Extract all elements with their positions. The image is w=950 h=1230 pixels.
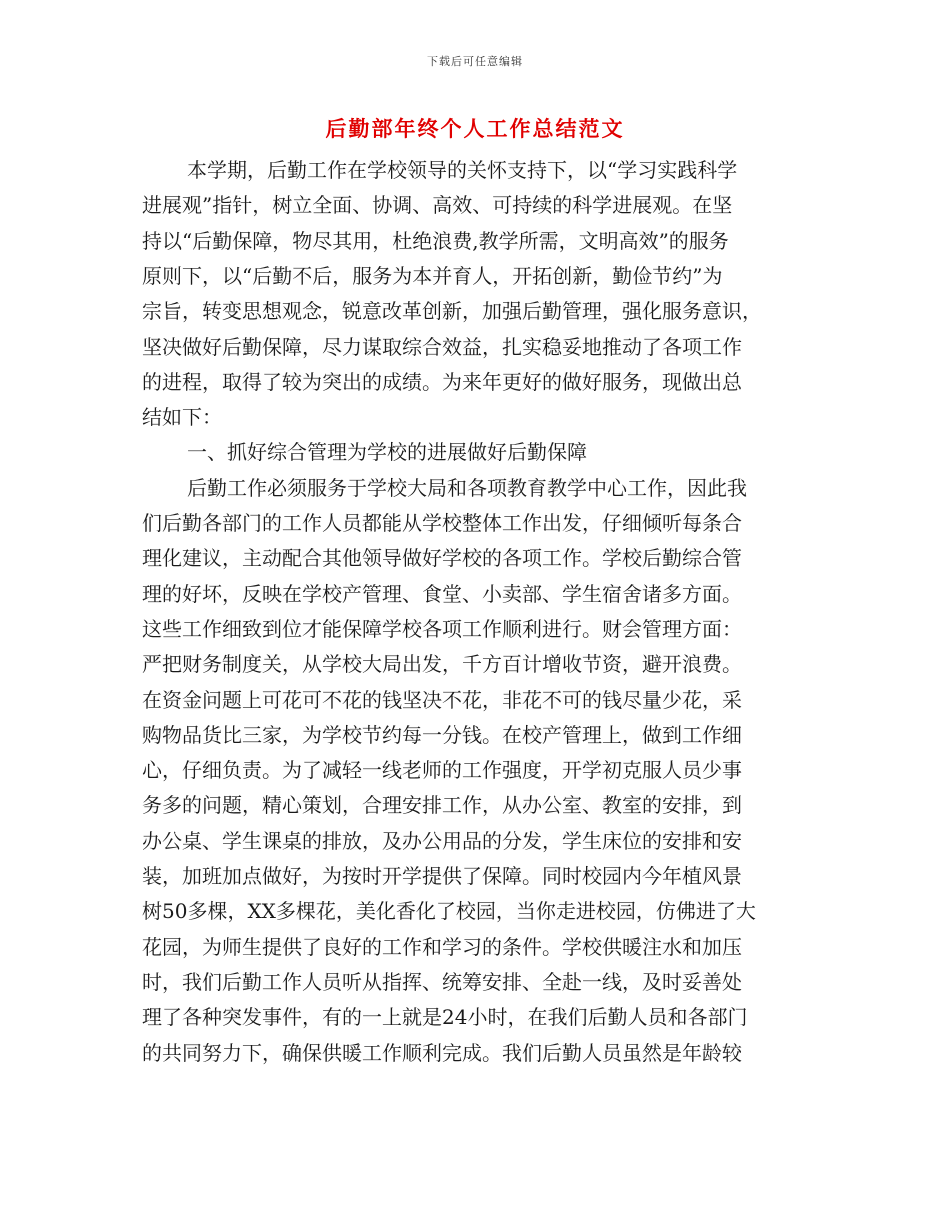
body-line: 购物品货比三家，为学校节约每一分钱。在校产管理上，做到工作细 (142, 722, 742, 747)
body-line: 的进程，取得了较为突出的成绩。为来年更好的做好服务，现做出总 (142, 369, 742, 394)
body-line: 持以“后勤保障，物尽其用，杜绝浪费,教学所需，文明高效”的服务 (142, 228, 729, 253)
body-line: 的共同努力下，确保供暖工作顺利完成。我们后勤人员虽然是年龄较 (142, 1040, 742, 1065)
body-line: 理化建议，主动配合其他领导做好学校的各项工作。学校后勤综合管 (142, 546, 742, 571)
body-line: 后勤工作必须服务于学校大局和各项教育教学中心工作，因此我 (187, 475, 747, 500)
body-line: 宗旨，转变思想观念，锐意改革创新，加强后勤管理，强化服务意识， (142, 299, 762, 324)
body-line: 一、抓好综合管理为学校的进展做好后勤保障 (187, 440, 587, 465)
body-line: 理的好坏，反映在学校产管理、食堂、小卖部、学生宿舍诸多方面。 (142, 581, 742, 606)
body-line: 理了各种突发事件，有的一上就是24小时，在我们后勤人员和各部门 (142, 1005, 748, 1030)
body-line: 进展观”指针，树立全面、协调、高效、可持续的科学进展观。在坚 (142, 193, 733, 218)
body-line: 办公桌、学生课桌的排放，及办公用品的分发，学生床位的安排和安 (142, 828, 742, 853)
body-line: 结如下： (142, 405, 222, 430)
body-line: 们后勤各部门的工作人员都能从学校整体工作出发，仔细倾听每条合 (142, 511, 742, 535)
body-line: 时，我们后勤工作人员听从指挥、统筹安排、全赴一线，及时妥善处 (142, 969, 742, 994)
header-note: 下载后可任意编辑 (427, 55, 523, 68)
body-line: 装，加班加点做好，为按时开学提供了保障。同时校园内今年植风景 (142, 864, 742, 888)
body-line: 在资金问题上可花可不花的钱坚决不花，非花不可的钱尽量少花，采 (142, 687, 742, 712)
body-line: 本学期，后勤工作在学校领导的关怀支持下，以“学习实践科学 (187, 158, 738, 182)
body-line: 严把财务制度关，从学校大局出发，千方百计增收节资，避开浪费。 (142, 652, 742, 677)
body-line: 心，仔细负责。为了减轻一线老师的工作强度，开学初克服人员少事 (142, 758, 742, 783)
body-line: 树50多棵，XX多棵花，美化香化了校园，当你走进校园，仿佛进了大 (142, 899, 756, 924)
body-line: 这些工作细致到位才能保障学校各项工作顺利进行。财会管理方面： (142, 616, 742, 641)
body-line: 原则下，以“后勤不后，服务为本并育人，开拓创新，勤俭节约”为 (142, 263, 723, 288)
document-title: 后勤部年终个人工作总结范文 (325, 116, 625, 141)
body-line: 务多的问题，精心策划，合理安排工作，从办公室、教室的安排，到 (142, 793, 742, 818)
body-line: 坚决做好后勤保障，尽力谋取综合效益，扎实稳妥地推动了各项工作 (142, 334, 742, 359)
body-line: 花园，为师生提供了良好的工作和学习的条件。学校供暖注水和加压 (142, 934, 742, 959)
